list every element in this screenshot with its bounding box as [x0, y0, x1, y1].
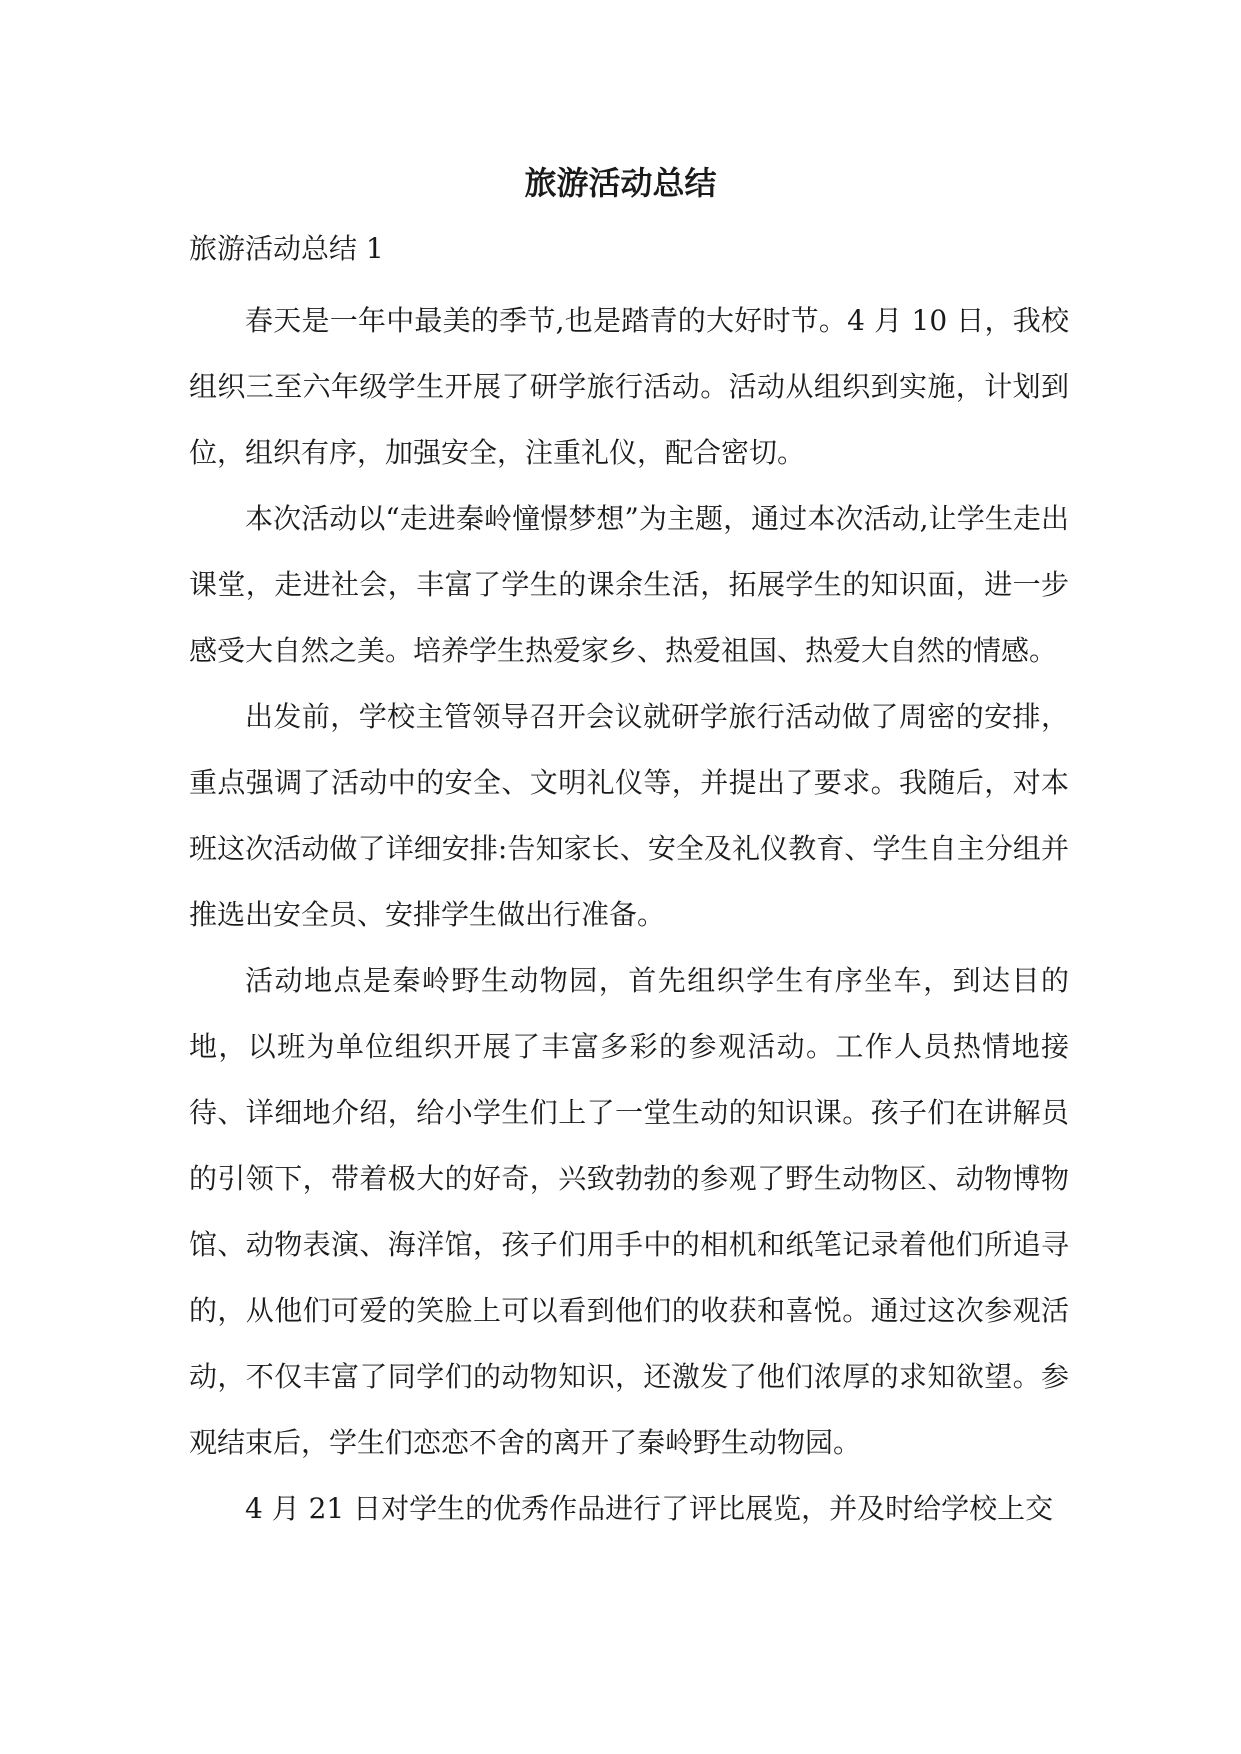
- paragraph-4: 活动地点是秦岭野生动物园，首先组织学生有序坐车，到达目的地，以班为单位组织开展了丰富多彩的参观活动。工作人员热情地接待、详细地介绍，给小学生们上了一堂生动的知识课。孩子们在讲解员的引领下，带着极大的好奇，兴致勃勃的参观了野生动物区、动物博物馆、动物表演、海洋馆，孩子们用手中的相机和纸笔记录着他们所追寻的，从他们可爱的笑脸上可以看到他们的收获和喜悦。通过这次参观活动，不仅丰富了同学们的动物知识，还激发了他们浓厚的求知欲望。参观结束后，学生们恋恋不舍的离开了秦岭野生动物园。: [189, 964, 1069, 1459]
- paragraph-3: 出发前，学校主管领导召开会议就研学旅行活动做了周密的安排，重点强调了活动中的安全、文明礼仪等，并提出了要求。我随后，对本班这次活动做了详细安排:告知家长、安全及礼仪教育、学生自主分组并推选出安全员、安排学生做出行准备。: [189, 700, 1069, 931]
- section-heading: 旅游活动总结 1: [189, 232, 384, 265]
- paragraph-5: 4 月 21 日对学生的优秀作品进行了评比展览，并及时给学校上交: [245, 1492, 1054, 1525]
- paragraph-2: 本次活动以“走进秦岭憧憬梦想”为主题，通过本次活动,让学生走出课堂，走进社会，丰富了学生的课余生活，拓展学生的知识面，进一步感受大自然之美。培养学生热爱家乡、热爱祖国、热爱大自然的情感。: [189, 502, 1069, 667]
- document-title: 旅游活动总结: [524, 164, 717, 202]
- document-body: [189, 288, 1069, 1542]
- paragraph-1: 春天是一年中最美的季节,也是踏青的大好时节。4 月 10 日，我校组织三至六年级学生开展了研学旅行活动。活动从组织到实施，计划到位，组织有序，加强安全，注重礼仪，配合密切。: [189, 304, 1069, 469]
